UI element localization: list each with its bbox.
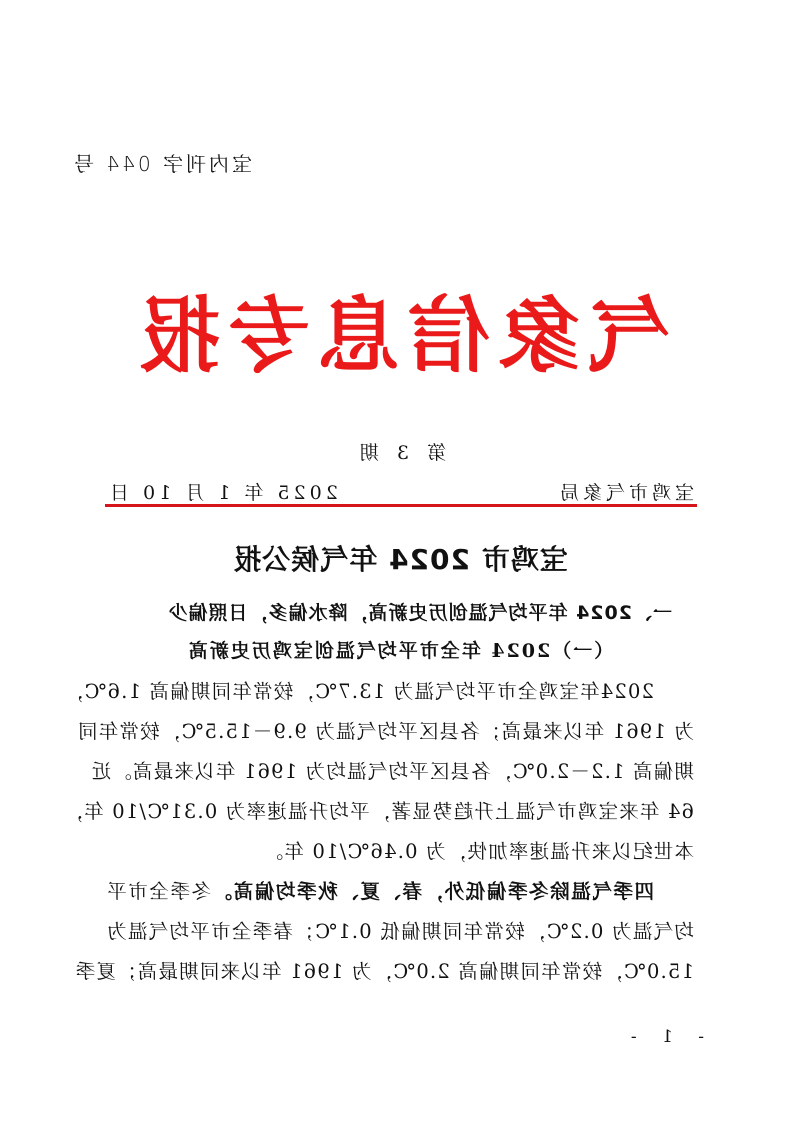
subsection-heading-1: （一）2024 年全市平均气温创宝鸡历史新高 — [186, 640, 614, 662]
issue-number: 第 3 期 — [353, 442, 447, 464]
paragraph-2-bold-lead: 四季气温除冬季偏低外，春、夏、秋季均偏高。 — [211, 880, 654, 903]
paragraph-2-line-2: 均气温为 0.2℃，较常年同期偏低 0.1℃；春季全市平均气温为 — [106, 920, 694, 943]
paragraph-2-line-1 — [106, 876, 654, 912]
page-number: - 1 - — [620, 1027, 704, 1047]
paragraph-1-line-3: 期偏高 1.2－2.0℃，各县区平均气温均为 1961 年以来最高。近 — [90, 760, 694, 783]
paragraph-1-line-1: 2024年宝鸡全市平均气温为 13.7℃，较常年同期偏高 1.6℃， — [62, 680, 654, 703]
section-heading-1: 一、2024 年平均气温创历史新高，降水偏多，日照偏少 — [167, 602, 672, 624]
publisher: 宝鸡市气象局 — [555, 481, 694, 504]
paragraph-2-first-rest: 冬季全市平 — [106, 880, 212, 903]
red-divider — [105, 504, 697, 507]
publish-date: 2025 年 1 月 10 日 — [106, 481, 338, 504]
paragraph-1-line-2: 为 1961 年以来最高；各县区平均气温为 9.9－15.5℃，较常年同 — [76, 720, 694, 743]
masthead-title: 气象信息专报 — [130, 288, 671, 384]
paragraph-1-line-4: 64 年来宝鸡市气温上升趋势显著，平均升温速率为 0.31℃/10 年， — [62, 800, 694, 823]
dateline — [106, 478, 694, 504]
document-number: 宝内刊字 044 号 — [71, 152, 252, 176]
paragraph-1-line-5: 本世纪以来升温速率加快，为 0.46℃/10 年。 — [262, 840, 694, 863]
report-title: 宝鸡市 2024 年气候公报 — [232, 543, 568, 576]
paragraph-2-line-3: 15.0℃，较常年同期偏高 2.0℃，为 1961 年以来同期最高；夏季 — [74, 960, 694, 983]
